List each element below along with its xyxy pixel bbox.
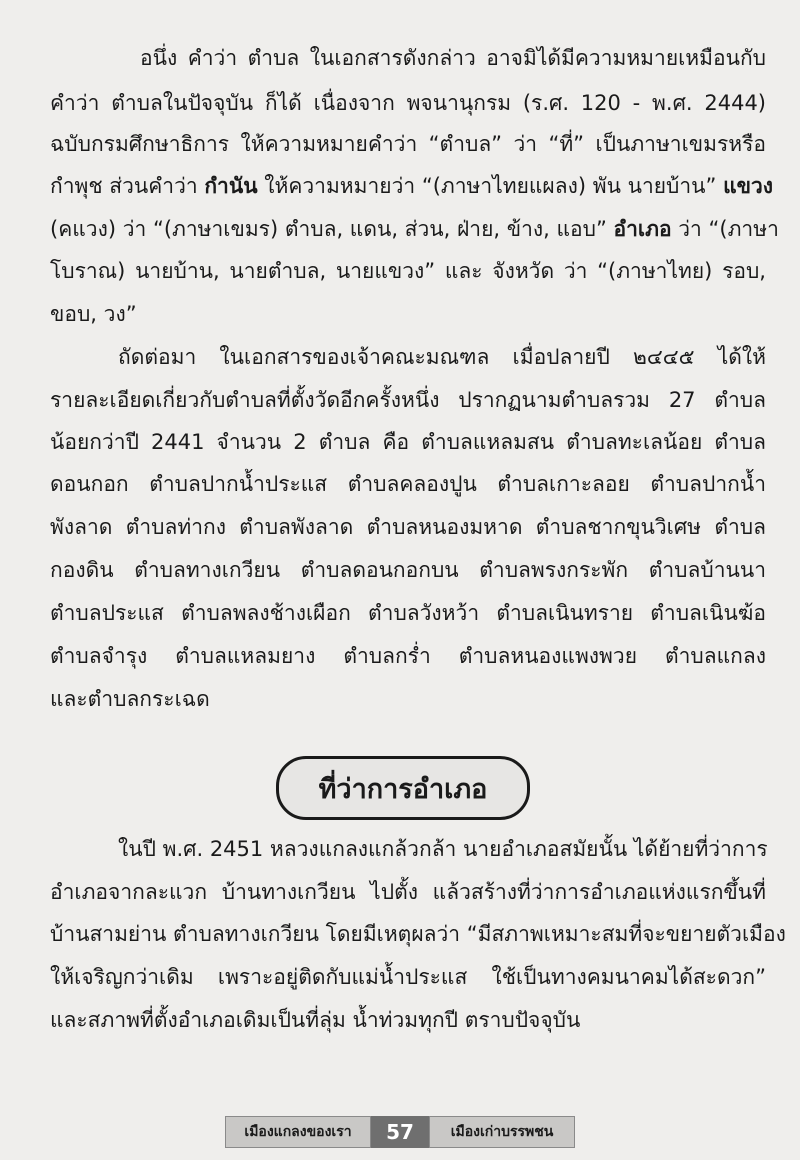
paragraph-1-line-7: ขอบ, วง”	[50, 302, 137, 326]
paragraph-2-line-2: รายละเอียดเกี่ยวกับตำบลที่ตั้งวัดอีกครั้งหนึ่ง ปรากฏนามตำบลรวม 27 ตำบล	[50, 388, 766, 412]
paragraph-2-line-5: พังลาด ตำบลท่ากง ตำบลพังลาด ตำบลหนองมหาด ตำบลชากขุนวิเศษ ตำบล	[50, 515, 766, 539]
page-number: 57	[371, 1116, 429, 1148]
term-kamnan: กำนัน	[204, 174, 258, 198]
paragraph-2-line-6: กองดิน ตำบลทางเกวียน ตำบลดอนกอกบน ตำบลพรงกระพัก ตำบลบ้านนา	[50, 558, 766, 582]
footer-right-title: เมืองเก่าบรรพชน	[429, 1116, 575, 1148]
term-amphoe: อำเภอ	[613, 217, 672, 241]
paragraph-1-line-2: คำว่า ตำบลในปัจจุบัน ก็ได้ เนื่องจาก พจนานุกรม (ร.ศ. 120 - พ.ศ. 2444)	[50, 91, 766, 115]
paragraph-3-line-4: ให้เจริญกว่าเดิม เพราะอยู่ติดกับแม่น้ำประแส ใช้เป็นทางคมนาคมได้สะดวก”	[50, 965, 766, 989]
paragraph-1-line-1: อนึ่ง คำว่า ตำบล ในเอกสารดังกล่าว อาจมิได้มีความหมายเหมือนกับ	[140, 46, 766, 70]
paragraph-3-line-1: ในปี พ.ศ. 2451 หลวงแกลงแกล้วกล้า นายอำเภอสมัยนั้น ได้ย้ายที่ว่าการ	[118, 837, 768, 861]
paragraph-3-line-2: อำเภอจากละแวก บ้านทางเกวียน ไปตั้ง แล้วสร้างที่ว่าการอำเภอแห่งแรกขึ้นที่	[50, 880, 766, 904]
text-run: (คแวง) ว่า “(ภาษาเขมร) ตำบล, แดน, ส่วน, ฝ่าย, ข้าง, แอบ”	[50, 217, 614, 241]
page-footer	[225, 1116, 575, 1148]
paragraph-3-line-3: บ้านสามย่าน ตำบลทางเกวียน โดยมีเหตุผลว่า “มีสภาพเหมาะสมที่จะขยายตัวเมือง	[50, 922, 786, 946]
paragraph-2-line-7: ตำบลประแส ตำบลพลงช้างเผือก ตำบลวังหว้า ตำบลเนินทราย ตำบลเนินฆ้อ	[50, 601, 766, 625]
paragraph-1-line-4	[50, 170, 774, 202]
paragraph-2-line-3: น้อยกว่าปี 2441 จำนวน 2 ตำบล คือ ตำบลแหลมสน ตำบลทะเลน้อย ตำบล	[50, 430, 766, 454]
paragraph-1-line-6: โบราณ) นายบ้าน, นายตำบล, นายแขวง” และ จังหวัด ว่า “(ภาษาไทย) รอบ,	[50, 259, 766, 283]
footer-left-title: เมืองแกลงของเรา	[225, 1116, 371, 1148]
paragraph-2-line-9: และตำบลกระเฉด	[50, 687, 210, 711]
paragraph-2-line-8: ตำบลจำรุง ตำบลแหลมยาง ตำบลกร่ำ ตำบลหนองแพงพวย ตำบลแกลง	[50, 644, 766, 668]
paragraph-1-line-3: ฉบับกรมศึกษาธิการ ให้ความหมายคำว่า “ตำบล” ว่า “ที่” เป็นภาษาเขมรหรือ	[50, 132, 766, 156]
text-run: ว่า “(ภาษา	[671, 217, 779, 241]
term-khwaeng: แขวง	[723, 174, 774, 198]
text-run: กำพุช ส่วนคำว่า	[50, 174, 205, 198]
text-run: ให้ความหมายว่า “(ภาษาไทยแผลง) พัน นายบ้าน”	[257, 174, 724, 198]
paragraph-2-line-4: ดอนกอก ตำบลปากน้ำประแส ตำบลคลองปูน ตำบลเกาะลอย ตำบลปากน้ำ	[50, 472, 766, 496]
paragraph-2-line-1: ถัดต่อมา ในเอกสารของเจ้าคณะมณฑล เมื่อปลายปี ๒๔๔๕ ได้ให้	[118, 345, 766, 369]
paragraph-3-line-5: และสภาพที่ตั้งอำเภอเดิมเป็นที่ลุ่ม น้ำท่วมทุกปี ตราบปัจจุบัน	[50, 1008, 581, 1032]
section-heading: ที่ว่าการอำเภอ	[276, 756, 530, 820]
paragraph-1-line-5	[50, 213, 779, 245]
